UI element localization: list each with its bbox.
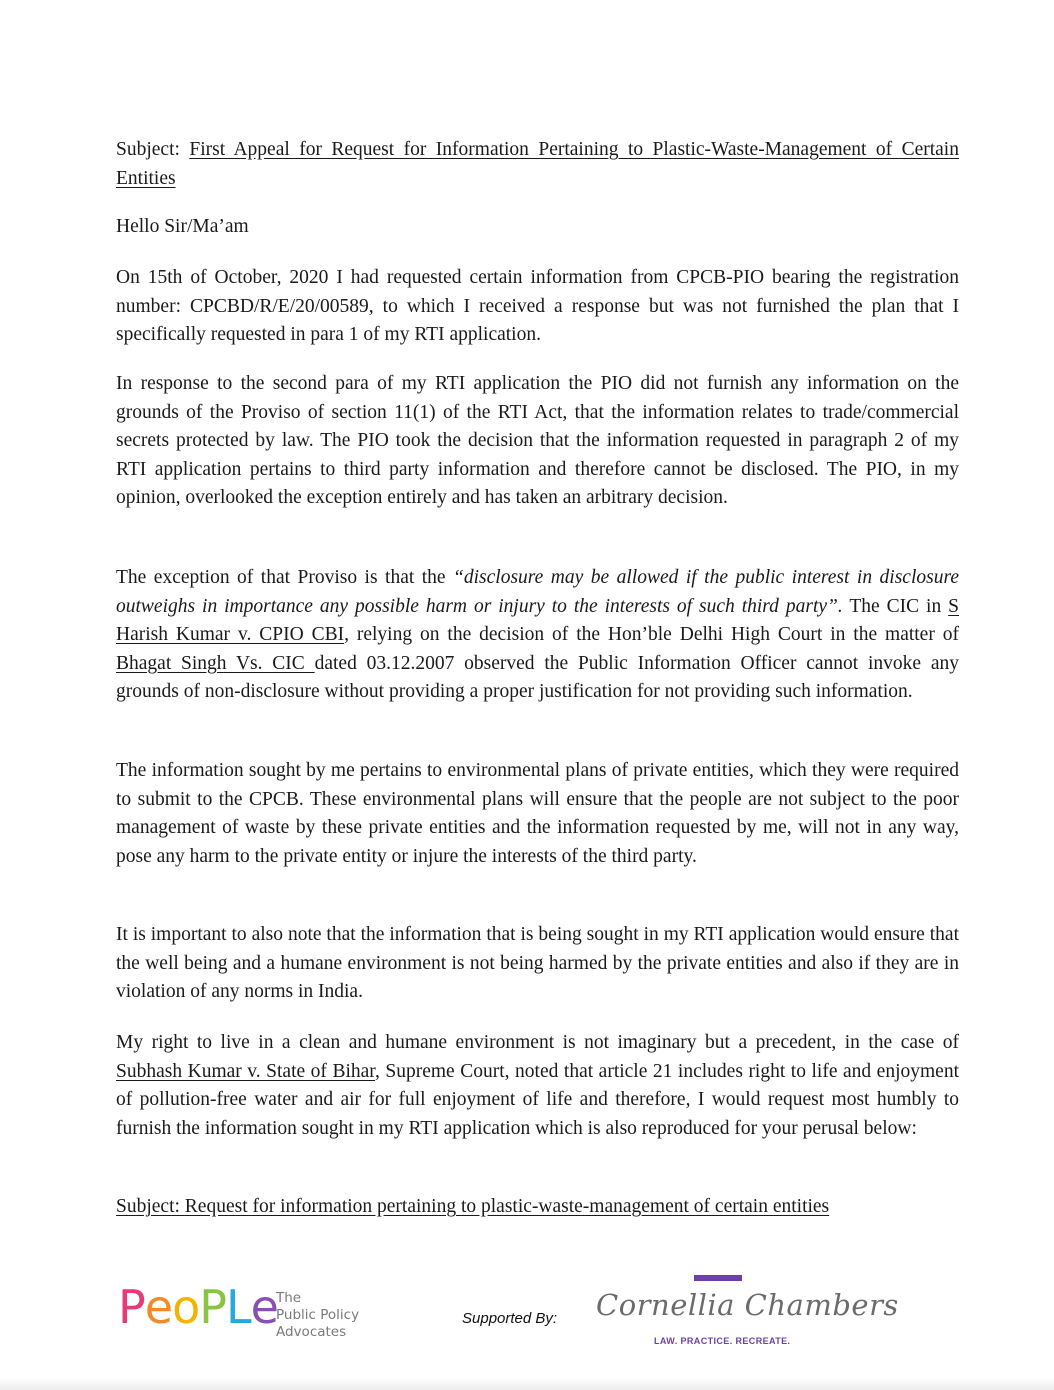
greeting: Hello Sir/Ma’am: [116, 216, 249, 237]
paragraph-3: [116, 564, 959, 707]
people-tagline-line: The: [276, 1290, 302, 1306]
case-subhash-kumar: Subhash Kumar v. State of Bihar: [116, 1060, 375, 1082]
proviso-quote: “disclosure may be allowed if the public interest in disclosure outweighs in importance any possible harm or injury to the interests of such third party”.: [116, 567, 959, 617]
p3-dated: dated 03.12.2007 observed the Public Information Officer cannot invoke any grounds of non-disclosure without providing a proper justification for not providing such information.: [116, 652, 960, 703]
paragraph-5: It is important to also note that the information that is being sought in my RTI application would ensure that the well being and a humane environment is not being harmed by the private entities and also if they are in violation of any norms in India.: [116, 924, 959, 1003]
subject-title: First Appeal for Request for Information Pertaining to Plastic-Waste-Management of Certain Entities: [116, 139, 959, 189]
people-logo-letter: P: [199, 1280, 226, 1334]
p3-relying: , relying on the decision of the Hon’ble Delhi High Court in the matter of: [344, 624, 959, 646]
p3-cic: The CIC in: [842, 595, 949, 617]
people-tagline-line: Advocates: [276, 1324, 347, 1340]
paragraph-1: On 15th of October, 2020 I had requested certain information from CPCB-PIO bearing the registration number: CPCBD/R/E/20/00589, to which I received a response but was not furnished the plan that I specifically requested in para 1 of my RTI application.: [116, 267, 959, 346]
people-logo: [118, 1280, 278, 1334]
p6-rest: , Supreme Court, noted that article 21 includes right to life and enjoyment of pollution-free water and air for full enjoyment of life and therefore, I would request most humbly to furnish the information sought in my RTI application which is also reproduced for your perusal below:: [116, 1060, 959, 1139]
subject-line: [116, 136, 959, 193]
people-logo-letter: P: [118, 1280, 145, 1334]
people-logo-letter: o: [172, 1280, 200, 1334]
cornellia-chambers-logo: Cornellia Chambers: [596, 1288, 899, 1322]
subject-label: Subject:: [116, 139, 190, 160]
people-tagline: [276, 1290, 359, 1341]
case-harish-kumar: S Harish Kumar v. CPIO CBI: [116, 595, 959, 646]
reproduced-subject-text: Subject: Request for information pertaining to plastic-waste-management of certain entities: [116, 1196, 830, 1217]
supported-by-label: Supported By:: [462, 1310, 558, 1327]
people-logo-letter: L: [225, 1280, 251, 1334]
reproduced-subject: [116, 1193, 959, 1222]
cornellia-accent-bar: [694, 1275, 742, 1281]
people-logo-letter: e: [144, 1280, 173, 1334]
people-tagline-line: Public Policy: [276, 1307, 360, 1323]
paragraph-2: In response to the second para of my RTI application the PIO did not furnish any information on the grounds of the Proviso of section 11(1) of the RTI Act, that the information relates to trade/commercial secrets protected by law. The PIO took the decision that the information requested in paragraph 2 of my RTI application pertains to third party information and therefore cannot be disclosed. The PIO, in my opinion, overlooked the exception entirely and has taken an arbitrary decision.: [116, 373, 959, 509]
cornellia-tagline: LAW. PRACTICE. RECREATE.: [654, 1336, 791, 1346]
paragraph-6: [116, 1029, 959, 1143]
case-bhagat-singh: Bhagat Singh Vs. CIC: [116, 652, 315, 674]
people-logo-letter: e: [250, 1280, 278, 1334]
p6-intro: My right to live in a clean and humane environment is not imaginary but a precedent, in the case of: [116, 1032, 959, 1053]
paragraph-4: The information sought by me pertains to environmental plans of private entities, which they were required to submit to the CPCB. These environmental plans will ensure that the people are not subject to the poor management of waste by these private entities and the information requested by me, will not in any way, pose any harm to the private entity or injure the interests of the third party.: [116, 760, 959, 867]
p3-intro: The exception of that Proviso is that the: [116, 567, 454, 588]
page-bottom-shadow: [0, 1378, 1054, 1390]
